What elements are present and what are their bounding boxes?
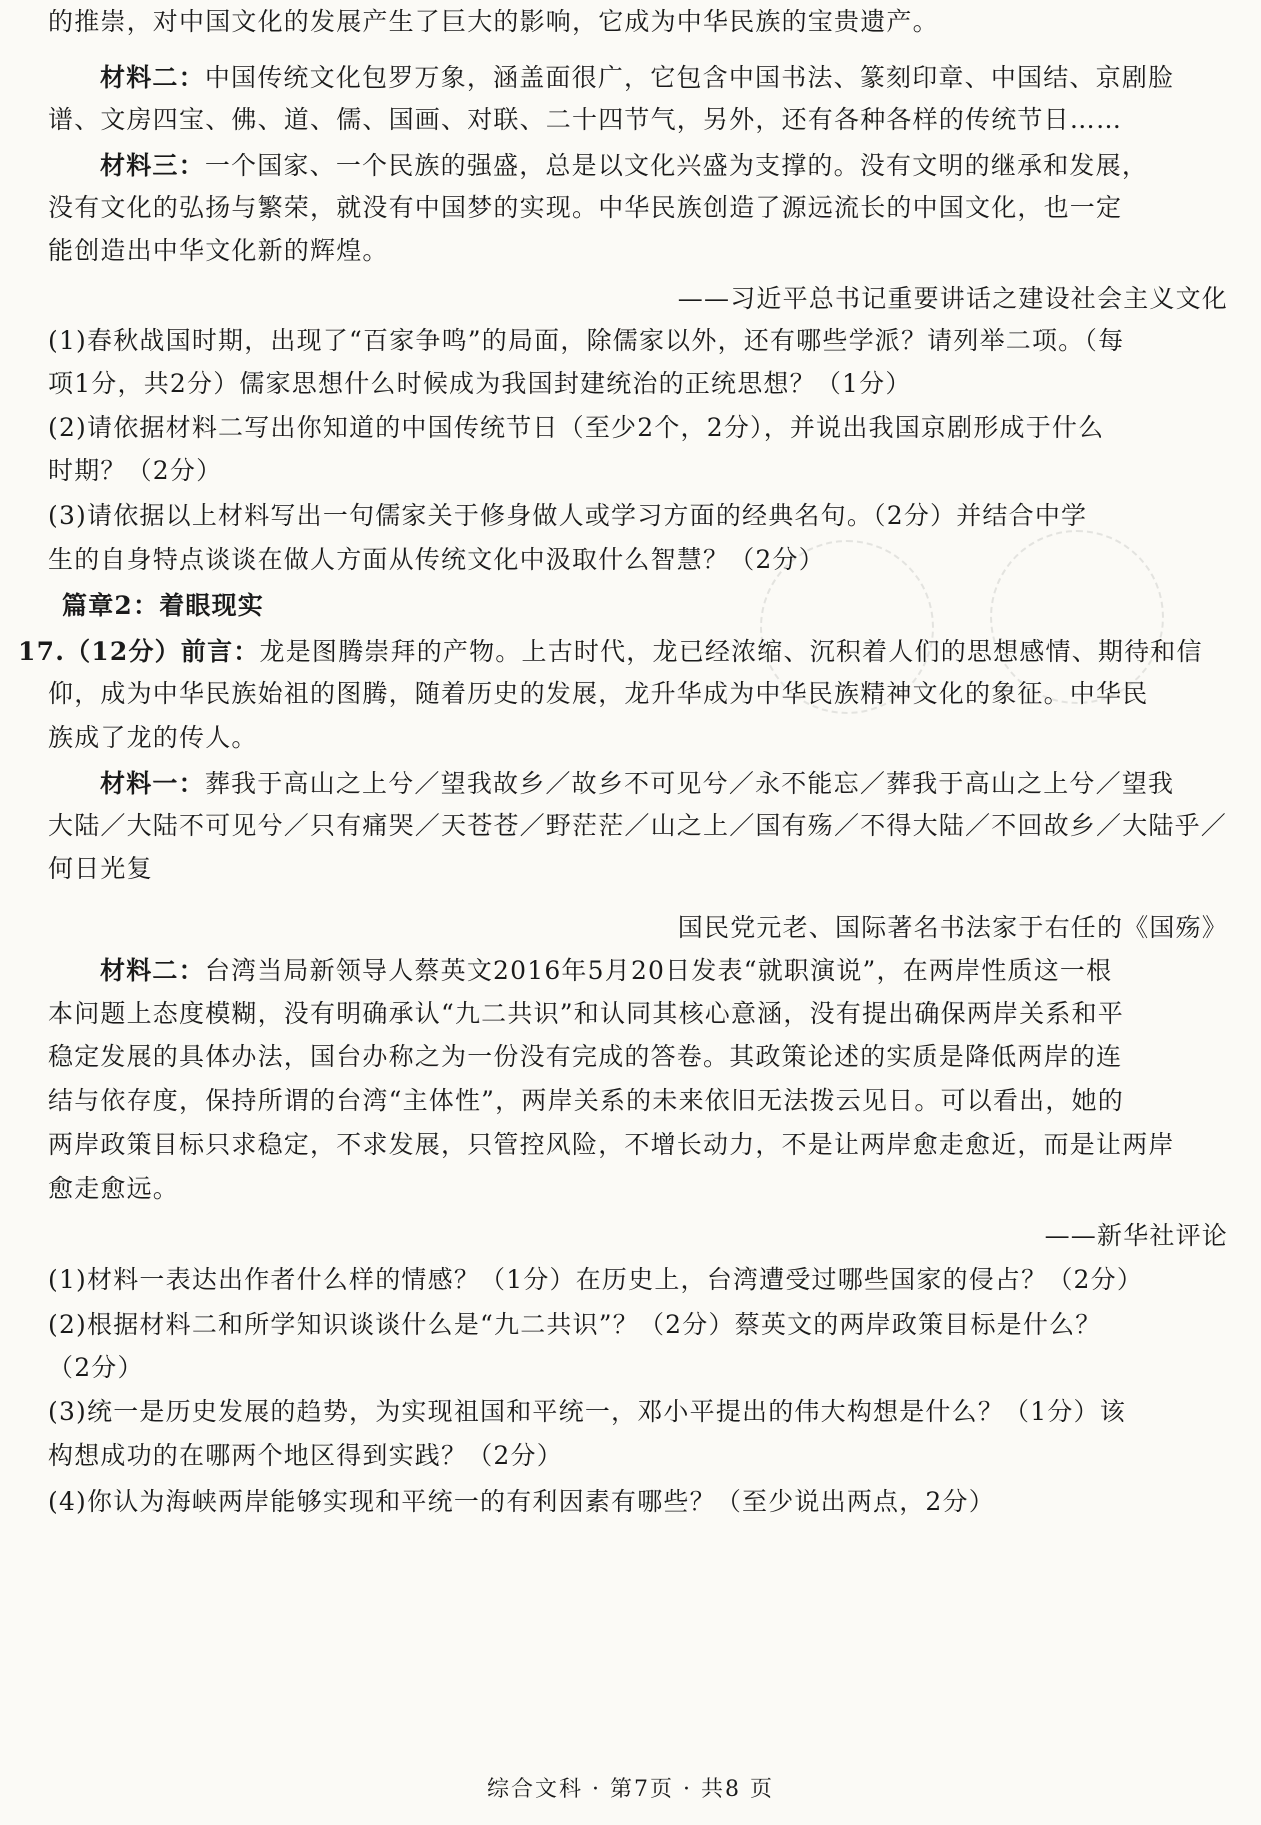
question-17-preface: 17.（12分）前言：龙是图腾崇拜的产物。上古时代，龙已经浓缩、沉积着人们的思想感情、期待和信: [18, 637, 1203, 666]
question-16-2: (2)请依据材料二写出你知道的中国传统节日（至少2个，2分），并说出我国京剧形成于什么: [48, 413, 1105, 442]
question-17-3: (3)统一是历史发展的趋势，为实现祖国和平统一，邓小平提出的伟大构想是什么？（1分）该: [48, 1397, 1126, 1426]
material-label: 材料二：: [100, 956, 205, 985]
preface-label: 前言：: [180, 637, 260, 666]
text-line: 项1分，共2分）儒家思想什么时候成为我国封建统治的正统思想？（1分）: [48, 369, 912, 398]
text-line: 稳定发展的具体办法，国台办称之为一份没有完成的答卷。其政策论述的实质是降低两岸的连: [48, 1042, 1123, 1071]
text-line: （2分）: [48, 1353, 144, 1382]
text-line: 大陆／大陆不可见兮／只有痛哭／天苍苍／野茫茫／山之上／国有殇／不得大陆／不回故乡／大陆乎／: [48, 811, 1228, 840]
text-line: 谱、文房四宝、佛、道、儒、国画、对联、二十四节气，另外，还有各种各样的传统节日……: [48, 105, 1123, 134]
source-attribution: ——习近平总书记重要讲话之建设社会主义文化: [677, 284, 1228, 313]
question-16-3: (3)请依据以上材料写出一句儒家关于修身做人或学习方面的经典名句。（2分）并结合中学: [48, 501, 1088, 530]
text-line: 族成了龙的传人。: [48, 723, 258, 752]
question-17-4: (4)你认为海峡两岸能够实现和平统一的有利因素有哪些？（至少说出两点，2分）: [48, 1487, 995, 1516]
text-line: 的推崇，对中国文化的发展产生了巨大的影响，它成为中华民族的宝贵遗产。: [48, 7, 939, 36]
question-17-1: (1)材料一表达出作者什么样的情感？（1分）在历史上，台湾遭受过哪些国家的侵占？（2分）: [48, 1265, 1144, 1294]
question-number: 17.（12分）: [18, 637, 181, 666]
text-line: 愈走愈远。: [48, 1174, 180, 1203]
material-two-paragraph: 材料二：中国传统文化包罗万象，涵盖面很广，它包含中国书法、篆刻印章、中国结、京剧脸: [100, 63, 1175, 92]
section-heading: 篇章2：着眼现实: [62, 591, 264, 620]
page-footer: 综合文科 · 第7页 · 共8 页: [487, 1777, 774, 1802]
source-attribution: 国民党元老、国际著名书法家于右任的《国殇》: [677, 913, 1228, 942]
material-label: 材料一：: [100, 769, 205, 798]
text-line: 仰，成为中华民族始祖的图腾，随着历史的发展，龙升华成为中华民族精神文化的象征。中华民: [48, 679, 1149, 708]
material-one-poem: 材料一：葬我于高山之上兮／望我故乡／故乡不可见兮／永不能忘／葬我于高山之上兮／望我: [100, 769, 1175, 798]
material-three-paragraph: 材料三：一个国家、一个民族的强盛，总是以文化兴盛为支撑的。没有文明的继承和发展，: [100, 151, 1149, 180]
text-line: 结与依存度，保持所谓的台湾“主体性”，两岸关系的未来依旧无法拨云见日。可以看出，她的: [48, 1086, 1124, 1115]
question-17-2: (2)根据材料二和所学知识谈谈什么是“九二共识”？（2分）蔡英文的两岸政策目标是什么？: [48, 1310, 1102, 1339]
question-16-1: (1)春秋战国时期，出现了“百家争鸣”的局面，除儒家以外，还有哪些学派？请列举二项。（每: [48, 326, 1125, 355]
text-line: 构想成功的在哪两个地区得到实践？（2分）: [48, 1441, 563, 1470]
material-two-paragraph: 材料二：台湾当局新领导人蔡英文2016年5月20日发表“就职演说”，在两岸性质这一根: [100, 956, 1113, 985]
text-line: 生的自身特点谈谈在做人方面从传统文化中汲取什么智慧？（2分）: [48, 545, 825, 574]
material-label: 材料三：: [100, 151, 205, 180]
text-line: 本问题上态度模糊，没有明确承认“九二共识”和认同其核心意涵，没有提出确保两岸关系和平: [48, 999, 1124, 1028]
text-line: 时期？（2分）: [48, 456, 223, 485]
text-line: 两岸政策目标只求稳定，不求发展，只管控风险，不增长动力，不是让两岸愈走愈近，而是让两岸: [48, 1130, 1175, 1159]
text-line: 何日光复: [48, 854, 153, 883]
source-attribution: ——新华社评论: [1044, 1221, 1228, 1250]
text-line: 能创造出中华文化新的辉煌。: [48, 236, 389, 265]
material-label: 材料二：: [100, 63, 205, 92]
text-line: 没有文化的弘扬与繁荣，就没有中国梦的实现。中华民族创造了源远流长的中国文化，也一定: [48, 193, 1123, 222]
